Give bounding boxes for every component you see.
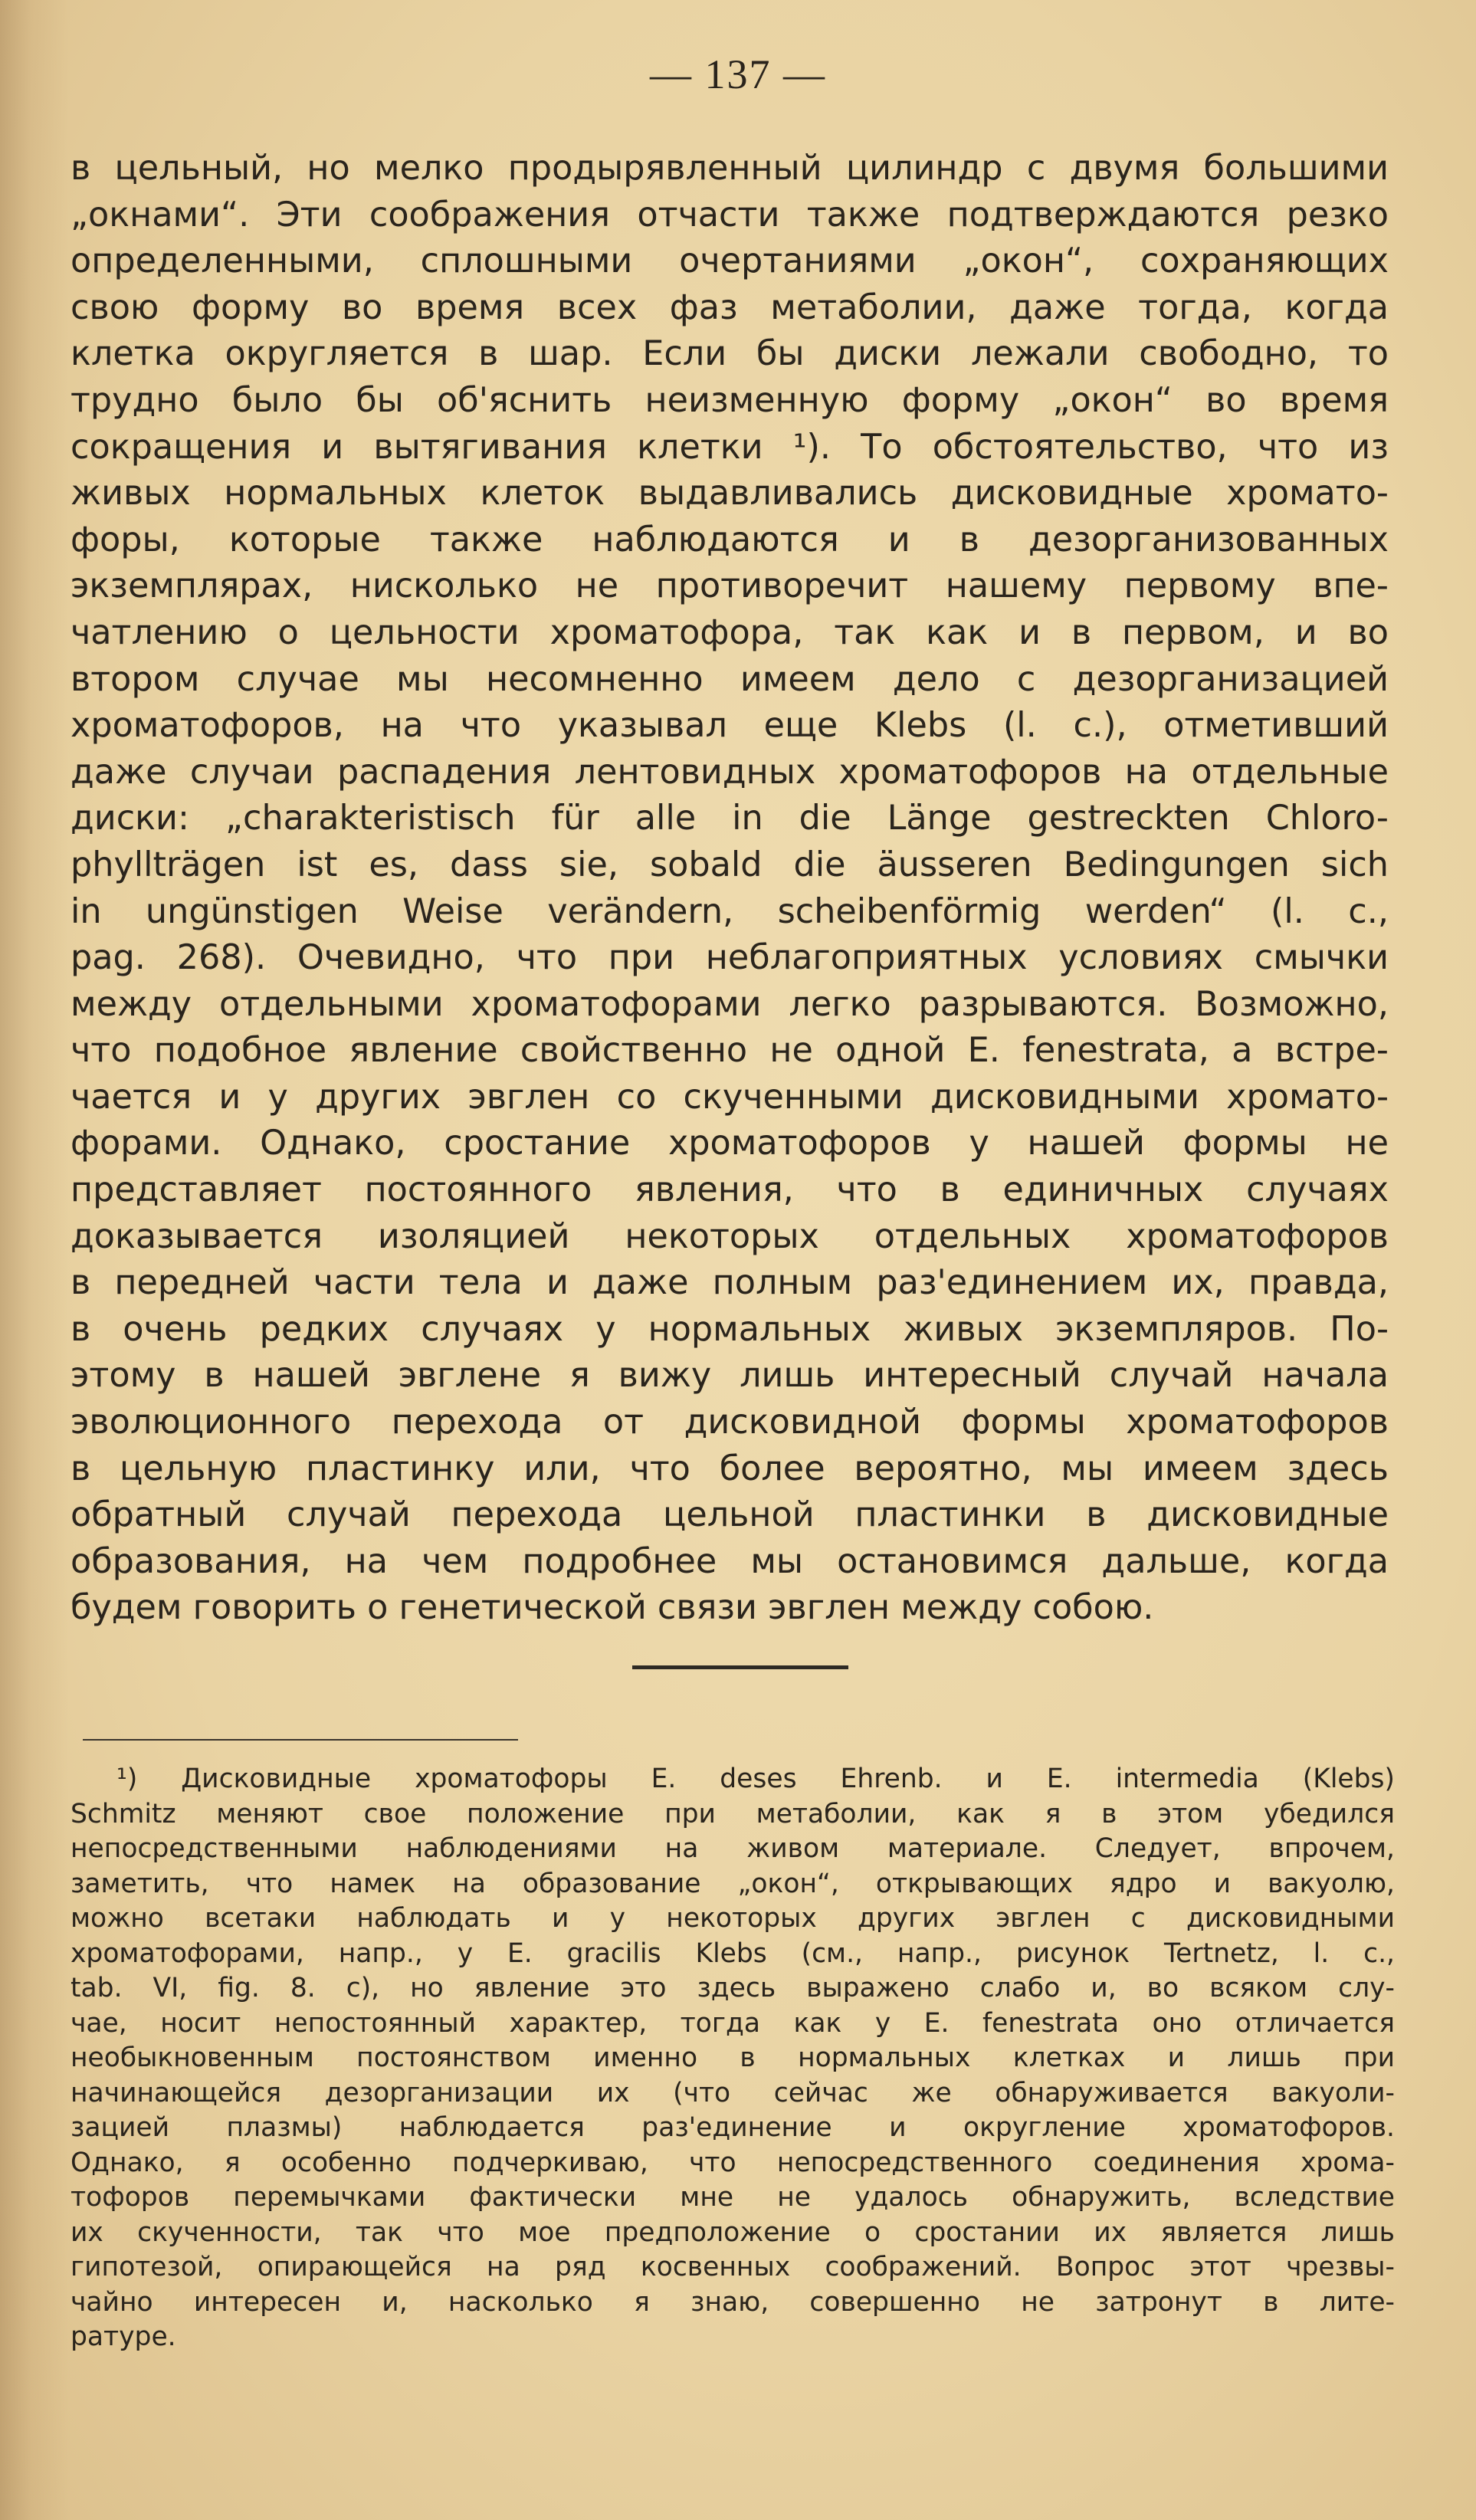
text-line: свою форму во время всех фаз метаболии, даже тогда, когда (71, 287, 1389, 327)
text-line: образования, на чем подробнее мы остановимся дальше, когда (71, 1541, 1389, 1581)
text-line: представляет постоянного явления, что в единичных случаях (71, 1170, 1389, 1210)
text-line: экземплярах, нисколько не противоречит нашему первому впе- (71, 566, 1389, 606)
footnote-line: чайно интересен и, насколько я знаю, совершенно не затронут в лите- (71, 2286, 1395, 2318)
text-line: трудно было бы об'яснить неизменную форму „окон“ во время (71, 380, 1389, 420)
footnote-line: гипотезой, опирающейся на ряд косвенных соображений. Вопрос этот чрезвы- (71, 2252, 1395, 2282)
text-line: клетка округляется в шар. Если бы диски лежали свободно, то (71, 334, 1389, 374)
text-line: определенными, сплошными очертаниями „окон“, сохраняющих (71, 241, 1389, 281)
footnote-line: хроматофорами, напр., у E. gracilis Klebs (см., напр., рисунок Tertnetz, l. c., (71, 1938, 1395, 1969)
text-line: что подобное явление свойственно не одной E. fenestrata, а встре- (71, 1031, 1389, 1071)
footnote-line: начинающейся дезорганизации их (что сейчас же обнаруживается вакуоли- (71, 2077, 1395, 2108)
footnote-line: чае, носит непостоянный характер, тогда как у E. fenestrata оно отличается (71, 2007, 1395, 2039)
footnote-line: Schmitz меняют свое положение при метаболии, как я в этом убедился (71, 1798, 1395, 1829)
section-divider (632, 1665, 848, 1669)
text-line: в цельный, но мелко продырявленный цилиндр с двумя большими (71, 149, 1389, 188)
text-line: эволюционного перехода от дисковидной формы хроматофоров (71, 1403, 1389, 1442)
text-line: диски: „charakteristisch für alle in die Länge gestreckten Chloro- (71, 799, 1389, 838)
footnote-line: заметить, что намек на образование „окон“, открывающих ядро и вакуолю, (71, 1868, 1395, 1899)
text-line: форы, которые также наблюдаются и в дезорганизованных (71, 520, 1389, 559)
text-line: доказывается изоляцией некоторых отдельных хроматофоров (71, 1216, 1389, 1256)
text-line: будем говорить о генетической связи эвглен между собою. (71, 1588, 1154, 1628)
text-line: втором случае мы несомненно имеем дело с дезорганизацией (71, 659, 1389, 699)
text-line: в передней части тела и даже полным раз'единением их, правда, (71, 1263, 1389, 1303)
footnote-line: ратуре. (71, 2321, 176, 2352)
text-line: живых нормальных клеток выдавливались дисковидные хромато- (71, 474, 1389, 514)
footnote-line: можно всетаки наблюдать и у некоторых других эвглен с дисковидными (71, 1903, 1395, 1934)
text-line: в очень редких случаях у нормальных живых экземпляров. По- (71, 1309, 1389, 1349)
text-line: in ungünstigen Weise verändern, scheibenförmig werden“ (l. c., (71, 891, 1389, 931)
text-line: хроматофоров, на что указывал еще Klebs (l. c.), отметивший (71, 706, 1389, 746)
text-line: phyllträgen ist es, dass sie, sobald die äusseren Bedingungen sich (71, 845, 1389, 884)
footnote-line: непосредственными наблюдениями на живом материале. Следует, впрочем, (71, 1833, 1395, 1864)
text-line: даже случаи распадения лентовидных хроматофоров на отдельные (71, 752, 1389, 792)
text-line: обратный случай перехода цельной пластинки в дисковидные (71, 1495, 1389, 1535)
footnote-separator (83, 1739, 518, 1741)
footnote-line: необыкновенным постоянством именно в нормальных клетках и лишь при (71, 2043, 1395, 2073)
text-line: между отдельными хроматофорами легко разрываются. Возможно, (71, 984, 1389, 1024)
text-line: pag. 268). Очевидно, что при неблагоприятных условиях смычки (71, 938, 1389, 978)
footnote-block (71, 1762, 1395, 2355)
footnote-line: Однако, я особенно подчеркиваю, что непосредственного соединения хрома- (71, 2147, 1395, 2178)
main-text (71, 146, 1389, 1632)
text-line: чается и у других эвглен со скученными дисковидными хромато- (71, 1077, 1389, 1117)
text-line: „окнами“. Эти соображения отчасти также подтверждаются резко (71, 195, 1389, 235)
text-line: этому в нашей эвглене я вижу лишь интересный случай начала (71, 1356, 1389, 1396)
text-line: чатлению о цельности хроматофора, так как и в первом, и во (71, 612, 1389, 652)
page-number: — 137 — (650, 51, 826, 97)
footnote-line: зацией плазмы) наблюдается раз'единение и округление хроматофоров. (71, 2112, 1395, 2143)
footnote-line: их скученности, так что мое предположение о сростании их является лишь (71, 2216, 1395, 2248)
text-line: форами. Однако, сростание хроматофоров у нашей формы не (71, 1124, 1389, 1163)
footnote-line: tab. VI, fig. 8. c), но явление это здесь выражено слабо и, во всяком слу- (71, 1973, 1395, 2003)
text-line: сокращения и вытягивания клетки ¹). То обстоятельство, что из (71, 427, 1389, 467)
text-line: в цельную пластинку или, что более вероятно, мы имеем здесь (71, 1449, 1389, 1488)
footnote-line: тофоров перемычками фактически мне не удалось обнаружить, вследствие (71, 2182, 1395, 2213)
footnote-line: ¹) Дисковидные хроматофоры E. deses Ehrenb. и E. intermedia (Klebs) (116, 1764, 1395, 1794)
